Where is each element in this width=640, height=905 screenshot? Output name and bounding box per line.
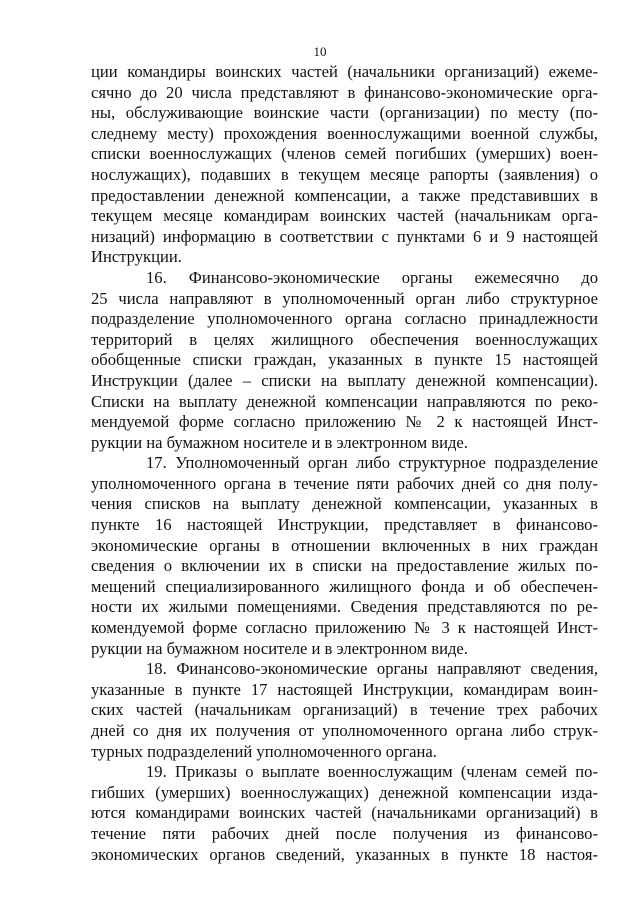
text-line: пункте 16 настоящей Инструкции, представляет в финансово- [91, 515, 598, 535]
text-line: экономические органы в отношении включенных в них граждан [91, 535, 598, 555]
text-line: мещений специализированного жилищного фонда и об обеспечен- [91, 576, 598, 596]
text-line: территорий в целях жилищного обеспечения военнослужащих [91, 329, 598, 349]
text-line: текущем месяце командирам воинских частей (начальникам орга- [91, 206, 598, 226]
text-line: предоставлении денежной компенсации, а также представивших в [91, 185, 598, 205]
text-line: уполномоченного органа в течение пяти рабочих дней со дня полу- [91, 473, 598, 493]
text-line: сведения о включении их в списки на предоставление жилых по- [91, 556, 598, 576]
text-line: комендуемой форме согласно приложению № 3 к настоящей Инст- [91, 618, 598, 638]
text-line: мендуемой форме согласно приложению № 2 к настоящей Инст- [91, 412, 598, 432]
text-line: гибших (умерших) военнослужащих) денежной компенсации изда- [91, 782, 598, 802]
text-line: ции командиры воинских частей (начальники организаций) ежеме- [91, 62, 598, 81]
text-line: рукции на бумажном носителе и в электронном виде. [91, 432, 468, 452]
text-line: Списки на выплату денежной компенсации направляются по реко- [91, 391, 598, 411]
text-line: рукции на бумажном носителе и в электронном виде. [91, 638, 468, 658]
text-line: ны, обслуживающие воинские части (организации) по месту (по- [91, 103, 598, 123]
page-number: 10 [313, 44, 327, 59]
text-line: 19. Приказы о выплате военнослужащим (членам семей по- [146, 762, 598, 782]
text-line: обобщенные списки граждан, указанных в пункте 15 настоящей [91, 350, 598, 370]
text-line: чения списков на выплату денежной компенсации, указанных в [91, 494, 598, 514]
text-line: указанные в пункте 17 настоящей Инструкции, командирам воин- [91, 679, 598, 699]
text-line: следнему месту) прохождения военнослужащими военной службы, [91, 123, 598, 143]
text-line: 16. Финансово-экономические органы ежемесячно до [146, 267, 598, 287]
text-line: дней со дня их получения от уполномоченного органа либо струк- [91, 721, 598, 740]
text-line: турных подразделений уполномоченного органа. [91, 741, 437, 761]
text-line: ских частей (начальникам организаций) в течение трех рабочих [91, 700, 598, 720]
document-body [91, 62, 598, 865]
text-line: ности их жилыми помещениями. Сведения представляются по ре- [91, 597, 598, 617]
text-line: Инструкции (далее – списки на выплату денежной компенсации). [91, 370, 598, 390]
text-line: 25 числа направляют в уполномоченный орган либо структурное [91, 288, 598, 308]
text-line: экономических органов сведений, указанных в пункте 18 настоя- [91, 844, 598, 864]
text-line: низаций) информацию в соответствии с пунктами 6 и 9 настоящей [91, 226, 598, 246]
text-line: 17. Уполномоченный орган либо структурное подразделение [146, 453, 598, 473]
text-line: течение пяти рабочих дней после получения из финансово- [91, 823, 598, 843]
text-line: 18. Финансово-экономические органы направляют сведения, [146, 659, 598, 679]
text-line: подразделение уполномоченного органа согласно принадлежности [91, 309, 598, 329]
text-line: нослужащих), подавших в текущем месяце рапорты (заявления) о [91, 164, 598, 184]
text-line: сячно до 20 числа представляют в финансово-экономические орга- [91, 82, 598, 102]
text-line: ются командирами воинских частей (начальниками организаций) в [91, 803, 598, 823]
text-line: списки военнослужащих (членов семей погибших (умерших) воен- [91, 144, 598, 164]
text-line: Инструкции. [91, 247, 182, 267]
